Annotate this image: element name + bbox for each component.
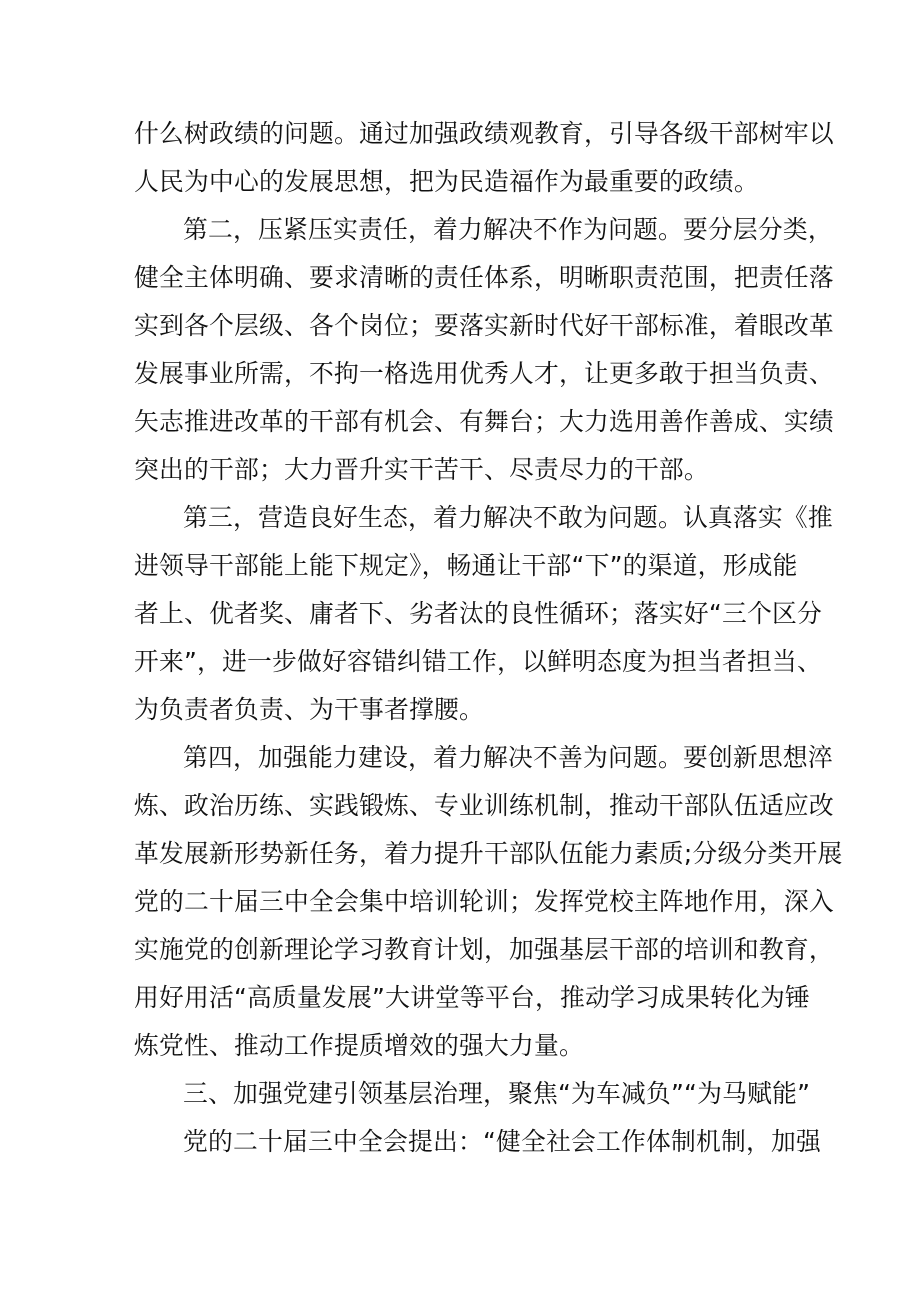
text-line: 健全主体明确、要求清晰的责任体系，明晰职责范围，把责任落 bbox=[134, 263, 834, 292]
text-line: 人民为中心的发展思想，把为民造福作为最重要的政绩。 bbox=[134, 167, 759, 196]
text-line: 用好用活“高质量发展”大讲堂等平台，推动学习成果转化为锤 bbox=[134, 983, 811, 1012]
text-line: 发展事业所需，不拘一格选用优秀人才，让更多敢于担当负责、 bbox=[134, 359, 834, 388]
text-line: 进领导干部能上能下规定》，畅通让干部“下”的渠道，形成能 bbox=[134, 551, 798, 580]
text-line: 党的二十届三中全会集中培训轮训；发挥党校主阵地作用，深入 bbox=[134, 887, 834, 916]
text-line: 实到各个层级、各个岗位；要落实新时代好干部标准，着眼改革 bbox=[134, 311, 834, 340]
text-line: 为负责者负责、为干事者撑腰。 bbox=[134, 695, 484, 724]
text-line: 实施党的创新理论学习教育计划，加强基层干部的培训和教育， bbox=[134, 935, 834, 964]
text-line: 党的二十届三中全会提出：“健全社会工作体制机制，加强 bbox=[183, 1127, 821, 1156]
text-line: 第二，压紧压实责任，着力解决不作为问题。要分层分类， bbox=[183, 215, 833, 244]
text-line: 者上、优者奖、庸者下、劣者汰的良性循环；落实好“三个区分 bbox=[134, 599, 822, 628]
paragraph-third-point bbox=[134, 494, 833, 734]
paragraph-continuation bbox=[134, 110, 834, 206]
text-line: 革发展新形势新任务，着力提升干部队伍能力素质;分级分类开展 bbox=[134, 839, 843, 868]
text-line: 炼、政治历练、实践锻炼、专业训练机制，推动干部队伍适应改 bbox=[134, 791, 834, 820]
document-body bbox=[134, 110, 843, 1166]
section-heading bbox=[134, 1070, 811, 1118]
text-line: 炼党性、推动工作提质增效的强大力量。 bbox=[134, 1031, 584, 1060]
text-line: 矢志推进改革的干部有机会、有舞台；大力选用善作善成、实绩 bbox=[134, 407, 834, 436]
text-line: 第三，营造良好生态，着力解决不敢为问题。认真落实《推 bbox=[183, 503, 833, 532]
paragraph-section-intro bbox=[134, 1118, 821, 1166]
text-line: 第四，加强能力建设，着力解决不善为问题。要创新思想淬 bbox=[183, 743, 833, 772]
text-line: 突出的干部；大力晋升实干苦干、尽责尽力的干部。 bbox=[134, 455, 709, 484]
paragraph-fourth-point bbox=[134, 734, 843, 1070]
text-line: 什么树政绩的问题。通过加强政绩观教育，引导各级干部树牢以 bbox=[134, 119, 834, 148]
text-line: 开来”，进一步做好容错纠错工作，以鲜明态度为担当者担当、 bbox=[134, 647, 822, 676]
heading-line: 三、加强党建引领基层治理，聚焦“为车减负”“为马赋能” bbox=[183, 1079, 811, 1108]
paragraph-second-point bbox=[134, 206, 834, 494]
